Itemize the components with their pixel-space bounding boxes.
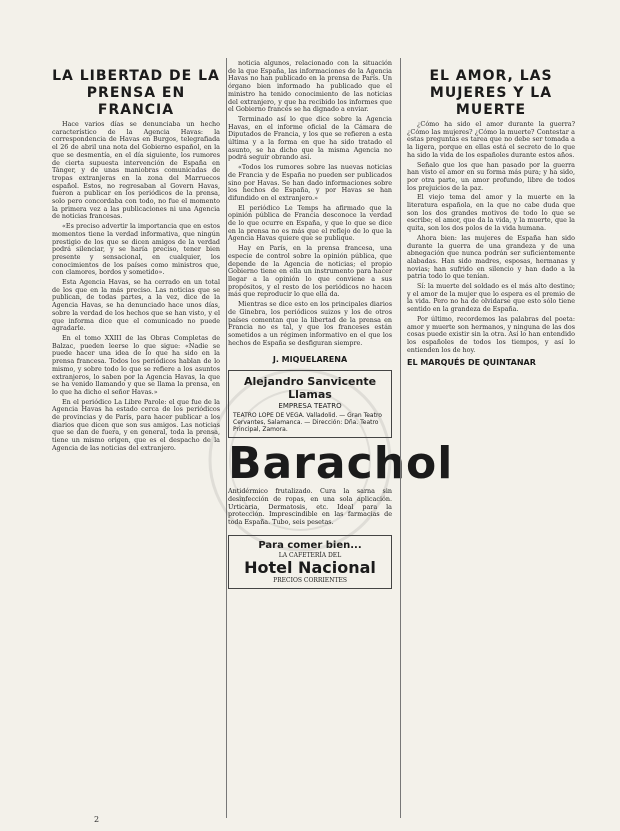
hotel-ad bbox=[228, 535, 392, 589]
article-paragraph: noticia algunos, relacionado con la situación de la que España, las informaciones de la Agencia Havas no han publicado en la prensa de París. Un órgano bien informado ha publicado que el ministro ha tenido conocimiento de las noticias del extranjero, y que ha recibido los informes que el Gobierno francés se ha dignado a enviar. bbox=[228, 59, 392, 114]
hotel-ad-top: Para comer bien... bbox=[258, 539, 362, 551]
article-paragraph: «Todos los rumores sobre las nuevas noticias de Francia y de España no pueden ser publicados sino por Havas. Se han dado informaciones sobre los hechos de España, y por Havas se han difundido en el extranjero.» bbox=[228, 163, 392, 202]
barachol-description: Antidérmico frutalizado. Cura la sarna sin desinfección de ropas, en una sola aplicación. Urticaria, Dermatosis, etc. Ideal para la protección. Imprescindible en las farmacias de toda España. Tubo, seis pesetas. bbox=[228, 487, 392, 527]
hotel-ad-sub: LA CAFETERÍA DEL bbox=[278, 551, 342, 559]
article-paragraph: ¿Cómo ha sido el amor durante la guerra? ¿Cómo las mujeres? ¿Cómo la muerte? Contestar a estas preguntas es tarea que no debe ser tomada a la ligera, porque en ellas está el secreto de lo que ha sido la vida de los españoles durante estos años. bbox=[407, 120, 575, 159]
barachol-brand: Barachol bbox=[228, 438, 454, 490]
theatre-ad bbox=[228, 370, 392, 438]
article-paragraph: En el periódico La Libre Parole: el que fue de la Agencia Havas ha estado cerca de los periódicos de provincias y de París, para hacer publicar a los diarios que dicen que son sus amigos. Las noticias que se dan de fuera, y en general, toda la prensa, tiene un mismo origen, que es el despacho de la Agencia de las noticias del extranjero. bbox=[52, 397, 220, 452]
article-signature: J. MIQUELARENA bbox=[272, 355, 348, 365]
article-paragraph: Ahora bien: las mujeres de España han sido durante la guerra de una grandeza y de una abnegación que nunca podrán ser suficientemente alabadas. Han sido madres, esposas, hermanas y novias; han sufrido en silencio y han dado a la patria todo lo que tenían. bbox=[407, 233, 575, 281]
hotel-ad-foot: PRECIOS CORRIENTES bbox=[273, 576, 347, 584]
article-title-love: EL AMOR, LAS MUJERES Y LA MUERTE bbox=[429, 68, 553, 118]
article-title-press-freedom: LA LIBERTAD DE LA PRENSA EN FRANCIA bbox=[52, 68, 220, 118]
column-right bbox=[400, 58, 575, 818]
article-paragraph: El viejo tema del amor y la muerte en la literatura española, en la que no cabe duda que son los dos grandes motivos de todo lo que se escribe; el amor, que da la vida, y la muerte, que la quita, son los dos polos de la vida humana. bbox=[407, 193, 575, 233]
hotel-ad-name: Hotel Nacional bbox=[244, 557, 376, 577]
article-paragraph: Hay en París, en la prensa francesa, una especie de control sobre la opinión pública, que depende de la Agencia de noticias; el propio Gobierno tiene en ella un instrumento para hacer llegar a la opinión lo que conviene a sus propósitos, y el resto de los periódicos no hacen más que reproducir lo que ella da. bbox=[228, 244, 392, 299]
page-number: 2 bbox=[94, 815, 100, 824]
article-paragraph: Esta Agencia Havas, se ha cerrado en un total de los que en la más preciso. Las noticias que se publican, de todas partes, a la vez, dice de la Agencia Havas, se ha denunciado hace unos días, sobre la verdad de los hechos que se han visto, y el que informa dice que el comunicado no puede agradarle. bbox=[52, 278, 220, 333]
article-paragraph: Sí: la muerte del soldado es el más alto destino; y el amor de la mujer que lo espera es el premio de la vida. Pero no ha de olvidarse que esto sólo tiene sentido en la grandeza de España. bbox=[407, 282, 575, 314]
theatre-ad-company: EMPRESA TEATRO bbox=[278, 402, 342, 411]
article-paragraph: Señalo que los que han pasado por la guerra han visto el amor en su forma más pura; y ha sido, por otra parte, un amor profundo, libre de todos los prejuicios de la paz. bbox=[407, 160, 575, 192]
article-paragraph: El periódico Le Temps ha afirmado que la opinión pública de Francia desconoce la verdad de lo que ocurre en España, y que lo que se dice en la prensa no es más que el reflejo de lo que la Agencia Havas quiere que se publique. bbox=[228, 203, 392, 243]
article-paragraph: Terminado así lo que dice sobre la Agencia Havas, en el informe oficial de la Cámara de Diputados de Francia, y los que se refieren a esta última y a la forma en que ha sido tratado el asunto, se ha dicho que la misma Agencia no podrá seguir obrando así. bbox=[228, 114, 392, 162]
article-paragraph: Mientras se dice esto en los principales diarios de Ginebra, los periódicos suizos y los de otros países comentan que la libertad de la prensa en Francia no es tal, y que los franceses están sometidos a un régimen informativo en el que los hechos de España se desfiguran siempre. bbox=[228, 300, 392, 347]
article-paragraph: En el tomo XXIII de las Obras Completas de Balzac, pueden leerse lo que sigue: «Nadie se puede hacer una idea de lo que ha sido en la prensa francesa. Todos los periódicos hablan de lo mismo, y sobre todo lo que se refiere a los asuntos extranjeros, lo saben por la Agencia Havas, la que se ha venido llamando y que se llama la prensa, en lo que ha dicho el señor Havas.» bbox=[52, 333, 220, 396]
article-signature: EL MARQUÉS DE QUINTANAR bbox=[407, 358, 536, 368]
article-paragraph: «Es preciso advertir la importancia que en estos momentos tiene la verdad informativa, que ningún prestigio de los que se dicen amigos de la verdad podrá silenciar, y se haría preciso, tener bien presente y sensacional, en cualquier, los conocimientos de los países como ministros que, con clamores, bordos y sometido». bbox=[52, 222, 220, 277]
article-paragraph: Hace varios días se denunciaba un hecho característico de la Agencia Havas: la correspondencia de Havas en Burgos, telegrafiada el 26 de abril una nota del Gobierno español, en la que se desmentía, en el día siguiente, los rumores de cierta supuesta intervención de España en Tánger, y de unas maniobras comunicadas de tropas extranjeras en la zona del Marruecos español. Estos, no regresaban al Govern Havas, fueron a publicar en los periódicos de la prensa, solo pero concordaba con todo, no fue el momento la primera vez a las publicaciones ni una Agencia de noticias francesas. bbox=[52, 120, 220, 221]
column-middle bbox=[228, 58, 454, 589]
barachol-ad bbox=[228, 438, 454, 527]
column-left bbox=[52, 58, 227, 818]
theatre-ad-body: TEATRO LOPE DE VEGA. Valladolid. — Gran Teatro Cervantes, Salamanca. — Dirección: Dña. Teatro Principal, Zamora. bbox=[233, 412, 382, 434]
article-paragraph: Por último, recordemos las palabras del poeta: amor y muerte son hermanos, y ninguna de las dos cosas puede existir sin la otra. Así lo han entendido los españoles de todos los tiempos, y así lo entienden los de hoy. bbox=[407, 314, 575, 354]
theatre-ad-name: Alejandro Sanvicente Llamas bbox=[243, 375, 377, 402]
